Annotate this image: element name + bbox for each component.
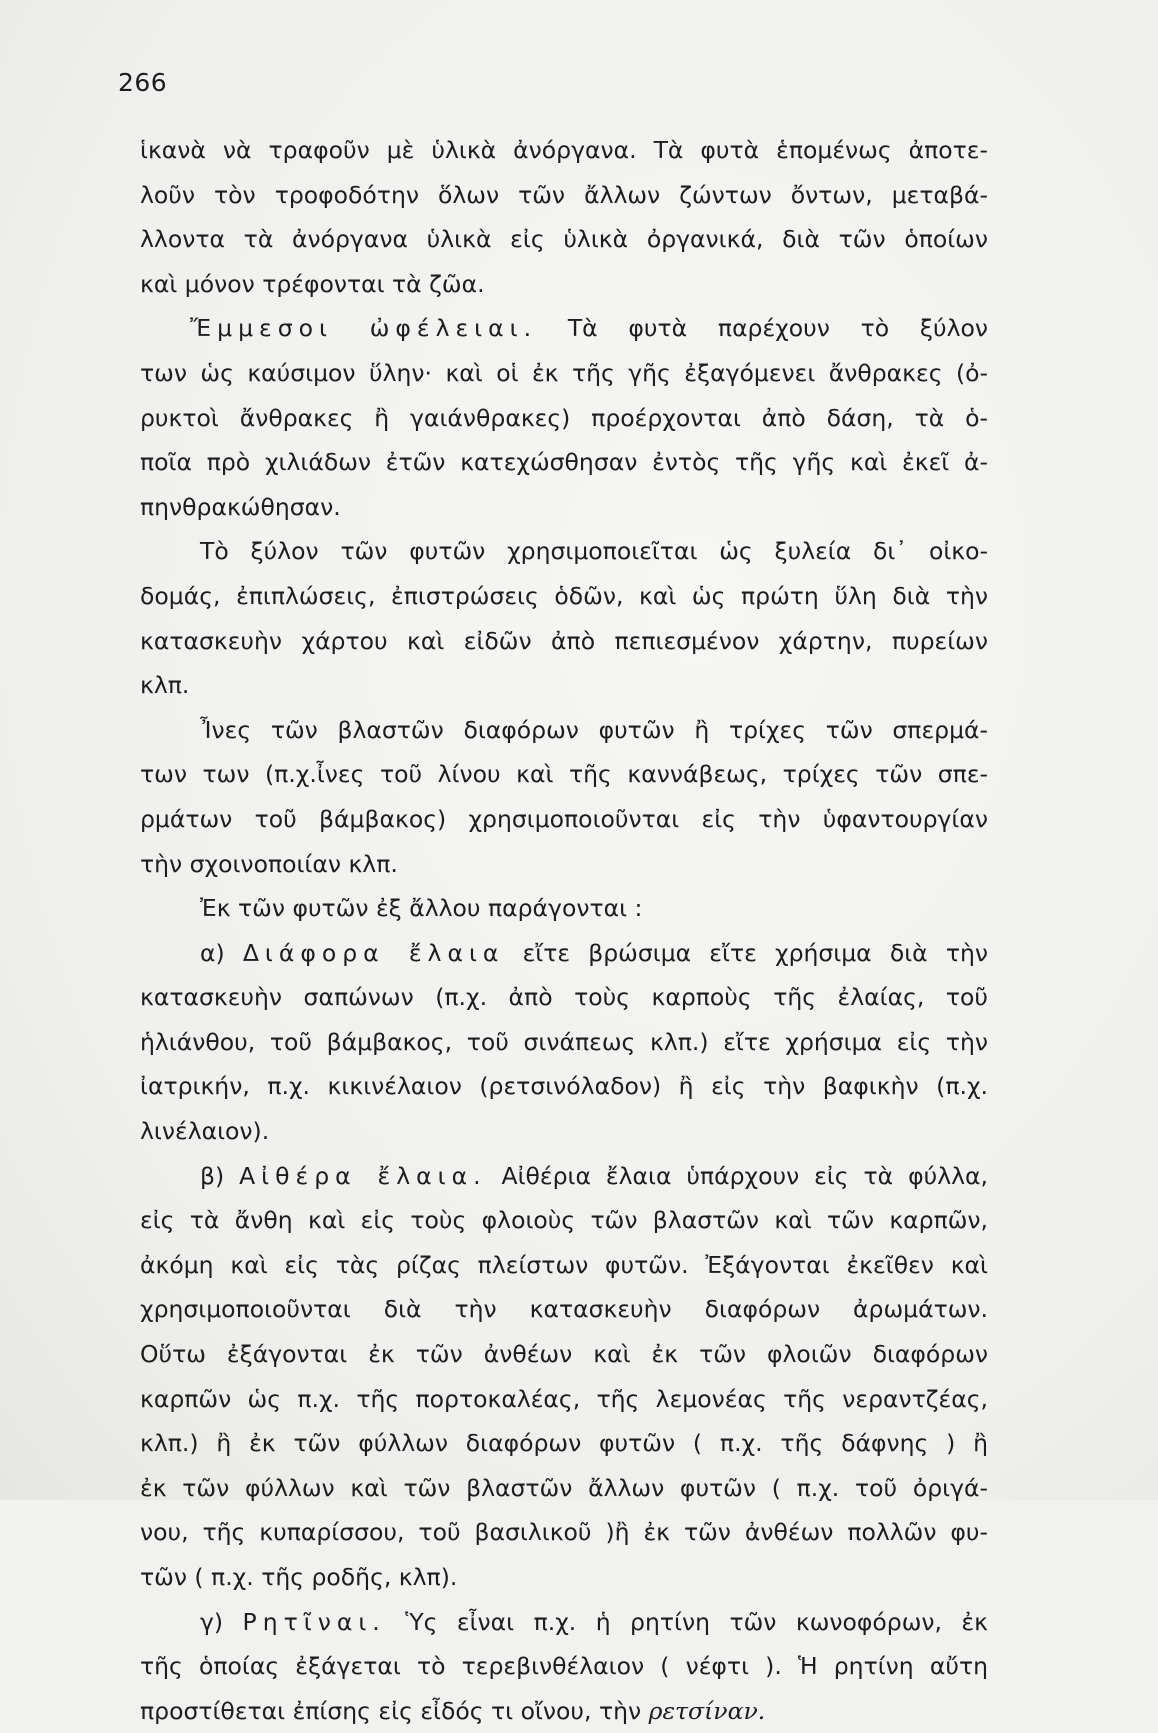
text-line-8: ποῖα πρὸ χιλιάδων ἐτῶν κατεχώσθησαν ἐντὸς τῆς γῆς καὶ ἐκεῖ ἀ- [140, 448, 988, 477]
text-line-1: ἱκανὰ νὰ τραφοῦν μὲ ὑλικὰ ἀνόργανα. Τὰ φυτὰ ἑπομένως ἀποτε- [140, 136, 988, 164]
text-line-13: κλπ. [140, 671, 190, 700]
text-line-34: γ) Ρητῖναι. Ὑς εἶναι π.χ. ἡ ρητίνη τῶν κωνοφόρων, ἐκ [200, 1607, 988, 1636]
text-line-2: λοῦν τὸν τροφοδότην ὅλων τῶν ἄλλων ζώντων ὄντων, μεταβά- [140, 180, 988, 209]
text-line-25: εἰς τὰ ἄνθη καὶ εἰς τοὺς φλοιοὺς τῶν βλαστῶν καὶ τῶν καρπῶν, [140, 1206, 988, 1235]
text-line-29: καρπῶν ὡς π.χ. τῆς πορτοκαλέας, τῆς λεμονέας τῆς νεραντζέας, [140, 1384, 988, 1413]
text-line-9: πηνθρακώθησαν. [140, 492, 341, 521]
text-line-30: κλπ.) ἢ ἐκ τῶν φύλλων διαφόρων φυτῶν ( π.χ. τῆς δάφνης ) ἢ [140, 1429, 988, 1458]
text-line-14: Ἶνες τῶν βλαστῶν διαφόρων φυτῶν ἢ τρίχες τῶν σπερμά- [200, 715, 988, 744]
text-line-23: λινέλαιον). [140, 1117, 270, 1146]
text-line-20: κατασκευὴν σαπώνων (π.χ. ἀπὸ τοὺς καρποὺς τῆς ἐλαίας, τοῦ [140, 983, 988, 1012]
text-line-32: νου, τῆς κυπαρίσσου, τοῦ βασιλικοῦ )ἢ ἐκ τῶν ἀνθέων πολλῶν φυ- [140, 1518, 988, 1547]
text-line-3: λλοντα τὰ ἀνόργανα ὑλικὰ εἰς ὑλικὰ ὀργανικά, διὰ τῶν ὁποίων [140, 225, 988, 254]
italic-term: ρετσίναν. [648, 1696, 766, 1725]
section-heading-essential-oils: Αἰθέρα ἔλαια. [239, 1161, 487, 1190]
text-line-18: Ἐκ τῶν φυτῶν ἐξ ἄλλου παράγονται : [200, 894, 643, 923]
text-line-22: ἰατρικήν, π.χ. κικινέλαιον (ρετσινόλαδον) ἢ εἰς τὴν βαφικὴν (π.χ. [140, 1072, 988, 1101]
text-line-36: προστίθεται ἐπίσης εἰς εἶδός τι οἴνου, τὴν ρετσίναν. [140, 1696, 766, 1725]
text-line-6: των ὡς καύσιμον ὕλην· καὶ οἱ ἐκ τῆς γῆς ἐξαγόμενει ἄνθρακες (ὀ- [140, 358, 988, 387]
text-line-10: Τὸ ξύλον τῶν φυτῶν χρησιμοποιεῖται ὡς ξυλεία δι᾽ οἰκο- [200, 537, 988, 566]
text-line-28: Οὕτω ἐξάγονται ἐκ τῶν ἀνθέων καὶ ἐκ τῶν φλοιῶν διαφόρων [140, 1340, 988, 1369]
text-line-7: ρυκτοὶ ἄνθρακες ἢ γαιάνθρακες) προέρχονται ἀπὸ δάση, τὰ ὁ- [140, 403, 988, 432]
text-line-35: τῆς ὁποίας ἐξάγεται τὸ τερεβινθέλαιον ( νέφτι ). Ἡ ρητίνη αὔτη [140, 1652, 988, 1681]
section-heading-resins: Ρητῖναι. [242, 1607, 386, 1636]
text-line-26: ἀκόμη καὶ εἰς τὰς ρίζας πλείστων φυτῶν. Ἐξάγονται ἐκεῖθεν καὶ [140, 1250, 988, 1279]
text-line-4: καὶ μόνον τρέφονται τὰ ζῶα. [140, 269, 485, 298]
text-line-31: ἐκ τῶν φύλλων καὶ τῶν βλαστῶν ἄλλων φυτῶν ( π.χ. τοῦ ὀριγά- [140, 1473, 988, 1502]
text-line-5: Ἔμμεσοι ὠφέλειαι. Τὰ φυτὰ παρέχουν τὸ ξύλον [190, 314, 988, 343]
text-line-17: τὴν σχοινοποιίαν κλπ. [140, 849, 398, 878]
text-line-24: β) Αἰθέρα ἔλαια. Αἰθέρια ἔλαια ὑπάρχουν εἰς τὰ φύλλα, [200, 1161, 988, 1190]
page-number: 266 [118, 68, 168, 97]
section-heading-various-oils: Διάφορα ἔλαια [242, 938, 505, 967]
body-text [140, 128, 988, 1733]
text-line-33: τῶν ( π.χ. τῆς ροδῆς, κλπ). [140, 1563, 458, 1591]
text-line-21: ἡλιάνθου, τοῦ βάμβακος, τοῦ σινάπεως κλπ.) εἴτε χρήσιμα εἰς τὴν [140, 1027, 988, 1056]
text-line-27: χρησιμοποιοῦνται διὰ τὴν κατασκευὴν διαφόρων ἀρωμάτων. [140, 1295, 988, 1324]
section-heading-indirect-benefits: Ἔμμεσοι ὠφέλειαι. [190, 314, 538, 343]
text-line-11: δομάς, ἐπιπλώσεις, ἐπιστρώσεις ὁδῶν, καὶ ὡς πρώτη ὕλη διὰ τὴν [140, 581, 988, 610]
text-line-19: α) Διάφορα ἔλαια εἴτε βρώσιμα εἴτε χρήσιμα διὰ τὴν [200, 938, 988, 967]
text-line-12: κατασκευὴν χάρτου καὶ εἰδῶν ἀπὸ πεπιεσμένον χάρτην, πυρείων [140, 626, 988, 655]
text-line-16: ρμάτων τοῦ βάμβακος) χρησιμοποιοῦνται εἰς τὴν ὑφαντουργίαν [140, 804, 988, 833]
text-line-15: των των (π.χ.ἶνες τοῦ λίνου καὶ τῆς καννάβεως, τρίχες τῶν σπε- [140, 760, 988, 789]
